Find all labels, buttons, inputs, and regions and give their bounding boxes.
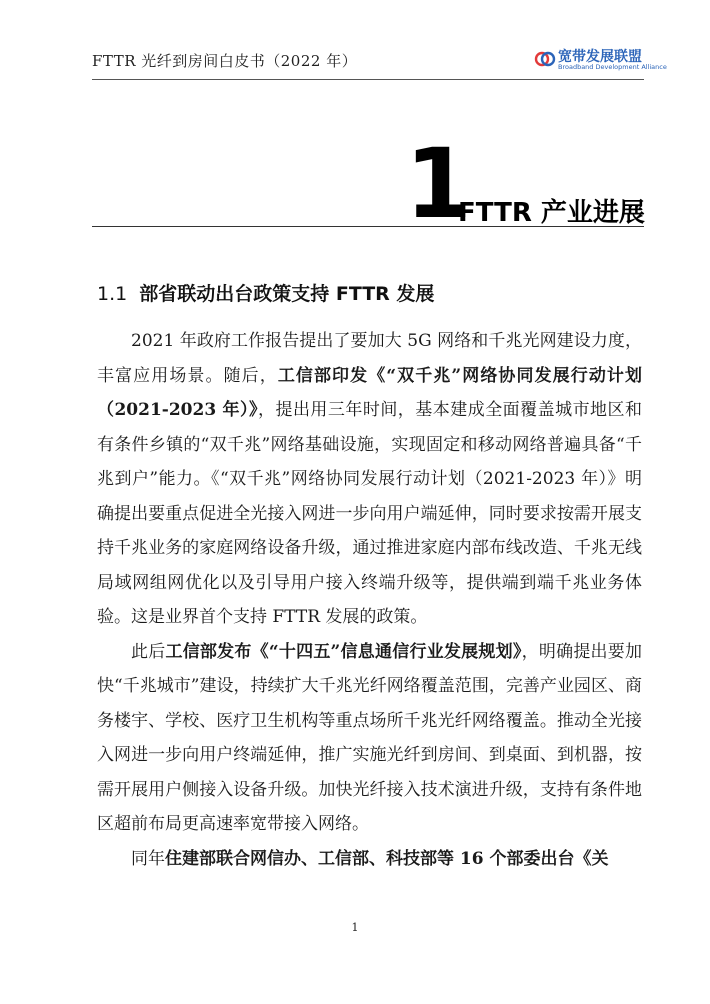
header-title: FTTR 光纤到房间白皮书（2022 年） — [92, 52, 358, 70]
chapter-number: 1 — [405, 128, 472, 240]
paragraph-2-text-c: ，明确提出要加快“千兆城市”建设，持续扩大千兆光纤网络覆盖范围，完善产业园区、商务楼宇、学校、医疗卫生机构等重点场所千兆光纤网络覆盖。推动全光接入网进一步向用户终端延伸，推广实施光纤到房间、到桌面、到机器，按需开展用户侧接入设备升级。加快光纤接入技术演进升级，支持有条件地区超前布局更高速率宽带接入网络。 — [97, 641, 643, 834]
alliance-logo-icon — [534, 48, 556, 70]
chapter-divider — [92, 226, 644, 227]
paragraph-1-emphasis: 工信部印发《“双千兆”网络协同发展行动计划（2021-2023 年）》 — [97, 365, 642, 420]
paragraph-2 — [97, 635, 642, 842]
section-number: 1.1 — [97, 283, 128, 305]
paragraph-1-text-c: ，提出用三年时间，基本建成全面覆盖城市地区和有条件乡镇的“双千兆”网络基础设施，实现固定和移动网络普遍具备“千兆到户”能力。《“双千兆”网络协同发展行动计划（2021-2023 年）》明确提出要重点促进全光接入网进一步向用户端延伸，同时要求按需开展支持千兆业务的家庭网络设备升级，通过推进家庭内部布线改造、千兆无线局域网组网优化以及引导用户接入终端升级等，提供端到端千兆业务体验。这是业界首个支持 FTTR 发展的政策。 — [97, 400, 643, 627]
paragraph-2-emphasis: 工信部发布《“十四五”信息通信行业发展规划》 — [165, 641, 522, 662]
paragraph-1-text-a: 2021 年政府工作报告提出了要加大 5G 网络和千兆光网建设力度，丰富应用场景。随后， — [97, 331, 642, 386]
body-text — [97, 324, 642, 876]
page-header — [92, 44, 667, 80]
paragraph-2-text-a: 此后 — [131, 641, 166, 662]
chapter-title: FTTR 产业进展 — [458, 198, 645, 228]
logo-name-cn: 宽带发展联盟 — [558, 49, 642, 65]
page-number: 1 — [351, 921, 359, 934]
header-divider — [92, 79, 644, 80]
section-heading — [97, 279, 434, 306]
section-title: 部省联动出台政策支持 FTTR 发展 — [139, 283, 435, 305]
alliance-logo — [534, 46, 667, 76]
logo-name-en: Broadband Development Alliance — [558, 63, 667, 71]
paragraph-3-text-a: 同年 — [131, 848, 165, 869]
paragraph-3-emphasis: 住建部联合网信办、工信部、科技部等 16 个部委出台《关 — [165, 848, 609, 869]
paragraph-3 — [97, 842, 642, 877]
paragraph-1 — [97, 324, 642, 635]
